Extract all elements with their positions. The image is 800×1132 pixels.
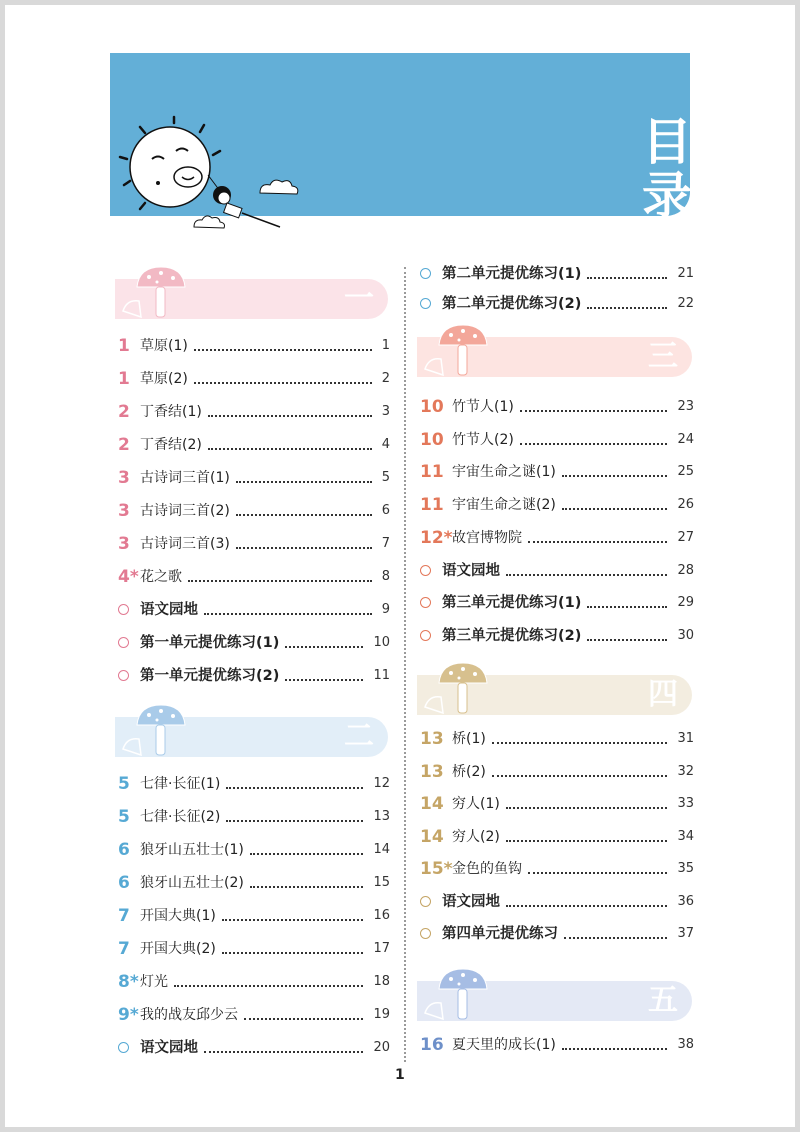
- page-ref: 15: [373, 875, 390, 890]
- leader-dots: [492, 742, 667, 744]
- lesson-number: 2: [118, 435, 130, 455]
- lesson-title: 花之歌: [140, 569, 182, 585]
- page-ref: 11: [373, 668, 390, 683]
- circle-bullet-icon: [118, 637, 129, 648]
- unit-number: 一: [344, 281, 374, 316]
- lesson-number: 3: [118, 501, 130, 521]
- toc-entry[interactable]: [118, 1036, 390, 1060]
- page-ref: 18: [373, 974, 390, 989]
- lesson-title: 桥(1): [452, 731, 486, 747]
- lesson-number: 16: [420, 1035, 444, 1055]
- lesson-number: 6: [118, 873, 130, 893]
- page-ref: 21: [677, 266, 694, 281]
- lesson-title: 第一单元提优练习(1): [140, 635, 280, 651]
- toc-entry[interactable]: [118, 937, 390, 961]
- leader-dots: [194, 349, 372, 351]
- lesson-number: 5: [118, 807, 130, 827]
- unit-header: [417, 981, 692, 1021]
- toc-entry[interactable]: [420, 1033, 694, 1057]
- toc-page: [5, 5, 795, 1127]
- leader-dots: [564, 937, 667, 939]
- lesson-title: 第一单元提优练习(2): [140, 668, 280, 684]
- leader-dots: [587, 277, 667, 279]
- unit-number: 二: [344, 719, 374, 754]
- unit-header: [115, 279, 388, 319]
- column-divider: [404, 267, 406, 1062]
- unit-number: 四: [648, 677, 678, 712]
- leader-dots: [562, 1048, 667, 1050]
- page-ref: 30: [677, 627, 694, 643]
- leader-dots: [222, 919, 363, 921]
- lesson-title: 七律·长征(1): [140, 776, 221, 792]
- leader-dots: [244, 1018, 363, 1020]
- leader-dots: [562, 508, 667, 510]
- toc-entry[interactable]: [420, 493, 694, 517]
- lesson-number: 14: [420, 826, 444, 847]
- lesson-number: 6: [118, 840, 130, 860]
- circle-bullet-icon: [420, 597, 431, 608]
- page-ref: 5: [381, 470, 390, 485]
- unit-number: 五: [648, 983, 678, 1018]
- lesson-title: 第三单元提优练习(2): [442, 627, 582, 644]
- circle-bullet-icon: [420, 630, 431, 641]
- leader-dots: [285, 646, 363, 648]
- lesson-number: 11: [420, 462, 444, 483]
- title-char-1: 目: [642, 113, 692, 171]
- lesson-number: 2: [118, 402, 130, 422]
- leader-dots: [236, 481, 372, 483]
- toc-entry[interactable]: [420, 922, 694, 946]
- lesson-title: 第四单元提优练习: [442, 926, 558, 942]
- unit-header: [115, 717, 388, 757]
- toc-entry[interactable]: [420, 624, 694, 648]
- lesson-title: 穷人(2): [452, 828, 500, 845]
- lesson-title: 古诗词三首(2): [140, 503, 230, 519]
- toc-entry[interactable]: [118, 532, 390, 556]
- leader-dots: [506, 574, 667, 576]
- lesson-title: 第二单元提优练习(1): [442, 266, 582, 282]
- page-ref: 12: [373, 776, 390, 791]
- page-ref: 32: [677, 763, 694, 779]
- toc-entry[interactable]: [420, 395, 694, 419]
- leader-dots: [285, 679, 363, 681]
- toc-entry[interactable]: [118, 466, 390, 490]
- leader-dots: [208, 415, 372, 417]
- lesson-title: 丁香结(1): [140, 404, 202, 420]
- leader-dots: [492, 775, 667, 777]
- lesson-number: 1: [118, 336, 130, 356]
- lesson-number: 12*: [420, 527, 453, 548]
- page-ref: 1: [381, 338, 390, 353]
- title-char-2: 录: [642, 167, 692, 225]
- leader-dots: [506, 905, 667, 907]
- lesson-number: 13: [420, 761, 444, 782]
- leader-dots: [194, 382, 372, 384]
- page-ref: 6: [381, 503, 390, 518]
- toc-entry[interactable]: [118, 367, 390, 391]
- leader-dots: [562, 475, 667, 477]
- toc-entry[interactable]: [420, 760, 694, 784]
- lesson-title: 竹节人(1): [452, 399, 514, 415]
- toc-entry[interactable]: [118, 334, 390, 358]
- toc-entry[interactable]: [420, 292, 694, 316]
- circle-bullet-icon: [420, 928, 431, 939]
- leader-dots: [528, 541, 667, 543]
- page-ref: 14: [373, 842, 390, 857]
- leader-dots: [222, 952, 363, 954]
- circle-bullet-icon: [420, 268, 431, 279]
- lesson-number: 4*: [118, 567, 139, 587]
- toc-entry[interactable]: [420, 460, 694, 484]
- lesson-number: 13: [420, 729, 444, 749]
- toc-entry[interactable]: [118, 871, 390, 895]
- toc-entry[interactable]: [118, 664, 390, 688]
- toc-entry[interactable]: [118, 598, 390, 622]
- leader-dots: [528, 872, 667, 874]
- circle-bullet-icon: [420, 565, 431, 576]
- lesson-number: 10: [420, 429, 444, 450]
- leader-dots: [506, 840, 667, 842]
- leader-dots: [587, 307, 667, 309]
- page-ref: 4: [381, 437, 390, 452]
- toc-entry[interactable]: [118, 772, 390, 796]
- lesson-title: 狼牙山五壮士(1): [140, 842, 244, 858]
- page-ref: 16: [373, 908, 390, 923]
- mushroom-icon: [421, 323, 491, 381]
- toc-entry[interactable]: [118, 838, 390, 862]
- leader-dots: [204, 1051, 363, 1053]
- page-ref: 26: [677, 497, 694, 513]
- lesson-title: 古诗词三首(3): [140, 536, 230, 552]
- page-ref: 34: [677, 828, 694, 844]
- page-ref: 24: [677, 431, 694, 447]
- toc-entry[interactable]: [420, 591, 694, 615]
- page-number: 1: [395, 1067, 405, 1083]
- toc-entry[interactable]: [420, 526, 694, 550]
- lesson-title: 语文园地: [140, 1040, 198, 1056]
- sun-face-icon: [112, 115, 312, 245]
- page-ref: 22: [677, 296, 694, 311]
- toc-entry[interactable]: [118, 805, 390, 829]
- toc-entry[interactable]: [118, 631, 390, 655]
- lesson-title: 语文园地: [442, 562, 500, 579]
- lesson-title: 金色的鱼钩: [452, 861, 522, 877]
- toc-entry[interactable]: [420, 727, 694, 751]
- lesson-title: 丁香结(2): [140, 437, 202, 453]
- leader-dots: [520, 410, 667, 412]
- lesson-title: 草原(2): [140, 371, 188, 387]
- lesson-title: 狼牙山五壮士(2): [140, 875, 244, 891]
- mushroom-icon: [119, 265, 189, 323]
- circle-bullet-icon: [118, 670, 129, 681]
- unit-header: [417, 675, 692, 715]
- lesson-title: 灯光: [140, 974, 168, 990]
- mushroom-icon: [119, 703, 189, 761]
- lesson-title: 穷人(1): [452, 796, 500, 812]
- lesson-number: 3: [118, 534, 130, 554]
- page-ref: 38: [677, 1037, 694, 1052]
- lesson-number: 7: [118, 906, 130, 926]
- lesson-title: 古诗词三首(1): [140, 470, 230, 486]
- page-ref: 9: [381, 602, 390, 617]
- leader-dots: [506, 807, 667, 809]
- toc-entry[interactable]: [118, 904, 390, 928]
- page-ref: 10: [373, 635, 390, 650]
- mushroom-icon: [421, 967, 491, 1025]
- toc-entry[interactable]: [420, 825, 694, 849]
- lesson-number: 3: [118, 468, 130, 488]
- lesson-title: 宇宙生命之谜(1): [452, 464, 556, 481]
- toc-entry[interactable]: [118, 400, 390, 424]
- toc-entry[interactable]: [420, 428, 694, 452]
- lesson-title: 我的战友邱少云: [140, 1007, 238, 1023]
- lesson-title: 草原(1): [140, 338, 188, 354]
- lesson-number: 8*: [118, 972, 139, 992]
- toc-entry[interactable]: [420, 792, 694, 816]
- page-ref: 8: [381, 569, 390, 584]
- page-ref: 13: [373, 809, 390, 824]
- circle-bullet-icon: [118, 1042, 129, 1053]
- leader-dots: [226, 820, 363, 822]
- page-ref: 23: [677, 399, 694, 414]
- lesson-number: 15*: [420, 859, 453, 879]
- lesson-title: 故宫博物院: [452, 529, 522, 546]
- circle-bullet-icon: [420, 298, 431, 309]
- toc-entry[interactable]: [420, 857, 694, 881]
- toc-entry[interactable]: [118, 499, 390, 523]
- page-ref: 37: [677, 926, 694, 941]
- page-ref: 2: [381, 371, 390, 386]
- lesson-title: 宇宙生命之谜(2): [452, 497, 556, 514]
- page-ref: 28: [677, 562, 694, 578]
- lesson-title: 开国大典(1): [140, 908, 216, 924]
- lesson-number: 1: [118, 369, 130, 389]
- lesson-number: 11: [420, 495, 444, 516]
- leader-dots: [520, 443, 667, 445]
- leader-dots: [188, 580, 372, 582]
- circle-bullet-icon: [118, 604, 129, 615]
- page-ref: 35: [677, 861, 694, 876]
- page-ref: 33: [677, 796, 694, 811]
- toc-entry[interactable]: [420, 262, 694, 286]
- leader-dots: [174, 985, 363, 987]
- lesson-title: 夏天里的成长(1): [452, 1037, 556, 1053]
- lesson-title: 语文园地: [140, 602, 198, 618]
- unit-header: [417, 337, 692, 377]
- leader-dots: [250, 886, 363, 888]
- leader-dots: [236, 514, 372, 516]
- leader-dots: [204, 613, 372, 615]
- leader-dots: [226, 787, 363, 789]
- lesson-title: 语文园地: [442, 893, 500, 910]
- page-ref: 3: [381, 404, 390, 419]
- lesson-title: 桥(2): [452, 763, 486, 780]
- toc-entry[interactable]: [118, 1003, 390, 1027]
- unit-number: 三: [648, 339, 678, 374]
- lesson-title: 第二单元提优练习(2): [442, 296, 582, 312]
- page-ref: 17: [373, 941, 390, 956]
- lesson-title: 第三单元提优练习(1): [442, 595, 582, 612]
- lesson-number: 10: [420, 397, 444, 417]
- toc-entry[interactable]: [420, 559, 694, 583]
- page-ref: 19: [373, 1007, 390, 1022]
- page-ref: 36: [677, 893, 694, 909]
- circle-bullet-icon: [420, 896, 431, 907]
- toc-entry[interactable]: [118, 565, 390, 589]
- page-ref: 7: [381, 536, 390, 551]
- lesson-number: 14: [420, 794, 444, 814]
- lesson-number: 9*: [118, 1005, 139, 1025]
- mushroom-icon: [421, 661, 491, 719]
- page-ref: 31: [677, 731, 694, 746]
- lesson-number: 7: [118, 939, 130, 959]
- page-ref: 25: [677, 464, 694, 480]
- cloud-icon: [194, 180, 298, 228]
- leader-dots: [587, 606, 667, 608]
- lesson-title: 竹节人(2): [452, 431, 514, 448]
- leader-dots: [250, 853, 363, 855]
- toc-entry[interactable]: [118, 970, 390, 994]
- leader-dots: [587, 639, 667, 641]
- leader-dots: [208, 448, 372, 450]
- toc-entry[interactable]: [420, 890, 694, 914]
- page-ref: 27: [677, 529, 694, 545]
- page-ref: 20: [373, 1040, 390, 1055]
- toc-entry[interactable]: [118, 433, 390, 457]
- lesson-title: 开国大典(2): [140, 941, 216, 957]
- leader-dots: [236, 547, 372, 549]
- lesson-number: 5: [118, 774, 130, 794]
- page-ref: 29: [677, 595, 694, 611]
- lesson-title: 七律·长征(2): [140, 809, 221, 825]
